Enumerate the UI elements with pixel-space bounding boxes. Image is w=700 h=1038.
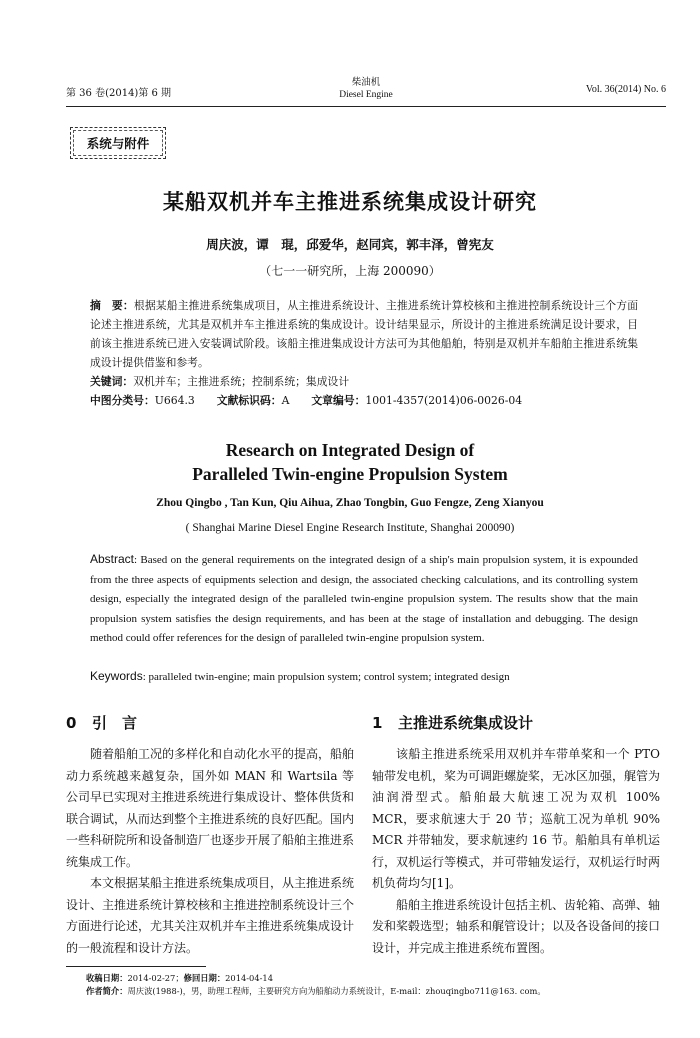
footnote-dates xyxy=(86,972,666,985)
section-1-heading xyxy=(372,712,660,734)
author-bio-label: 作者简介： xyxy=(86,986,128,996)
section-1-title: 主推进系统集成设计 xyxy=(398,714,534,732)
received-date: 2014-02-27； xyxy=(127,973,184,983)
abstract-cn-text: 根据某船主推进系统集成项目，从主推进系统设计、主推进系统计算校核和主推进控制系统设计三个方面论述主推进系统，尤其是双机并车主推进系统的集成设计。设计结果显示，所设计的主推进系统满足设计要求，目前该主推进系统已进入安装调试阶段。该船主推进集成设计方法可为其他船舶，特别是双机并车船舶主推进系统集成设计提供借鉴和参考。 xyxy=(90,299,639,369)
keywords-en-text: : paralleled twin-engine; main propulsion system; control system; integrated design xyxy=(142,671,510,683)
keywords-en-label: Keywords xyxy=(90,669,143,683)
abstract-en-label: Abstract xyxy=(90,552,135,566)
doc-code-label: 文献标识码： xyxy=(216,394,282,407)
affiliation-en: ( Shanghai Marine Diesel Engine Research Institute, Shanghai 200090) xyxy=(185,522,515,534)
affiliation-cn: （七一一研究所，上海 200090） xyxy=(259,264,441,278)
received-label: 收稿日期： xyxy=(86,973,128,983)
abstract-en-text: : Based on the general requirements on the integrated design of a ship's main propulsion system, it is expounded from the three aspects of equipments selection and design, the associated checking calculations, and its controlling system design, especially the integrated design of the paralleled twin-engine propulsion system. The results show that the main propulsion system satisfies the design requirements, and has been at the stage of installation and debugging. The design method could offer references for the design of paralleled twin-engine propulsion system. xyxy=(90,554,638,644)
keywords-en xyxy=(90,667,638,687)
abstract-cn xyxy=(90,296,638,372)
footnote-rule xyxy=(66,966,206,967)
section-tag xyxy=(70,127,166,159)
clc-value: U664.3 xyxy=(154,394,195,407)
article-number-label: 文章编号： xyxy=(311,394,366,407)
clc-label: 中图分类号： xyxy=(90,394,155,407)
doc-code-value: A xyxy=(281,394,290,407)
revised-label: 修回日期： xyxy=(183,973,226,983)
paper-title-en-line2: Paralleled Twin-engine Propulsion System xyxy=(192,464,508,484)
article-number-value: 1001-4357(2014)06-0026-04 xyxy=(365,394,523,407)
footnotes xyxy=(86,972,666,998)
section-0-title: 引 言 xyxy=(92,714,138,732)
author-bio-text: 周庆波(1988-)，男，助理工程师，主要研究方向为船舶动力系统设计，E-mail：zhouqingbo711@163. com。 xyxy=(127,986,546,996)
keywords-cn-label: 关键词： xyxy=(90,375,134,388)
keywords-cn xyxy=(90,372,638,391)
section-1-paragraph-2: 船舶主推进系统设计包括主机、齿轮箱、高弹、轴发和桨毂选型；轴系和艉管设计；以及各设备间的接口设计，并完成主推进系统布置图。 xyxy=(372,897,661,955)
revised-date: 2014-04-14 xyxy=(225,973,273,983)
paper-title-en-line1: Research on Integrated Design of xyxy=(225,440,475,460)
header-journal xyxy=(66,76,666,102)
column-left xyxy=(66,712,354,959)
classification-line xyxy=(90,391,650,410)
abstract-cn-label: 摘 要： xyxy=(90,299,134,312)
authors-cn: 周庆波，谭 琨，邱爱华，赵同宾，郭丰泽，曾宪友 xyxy=(206,237,494,252)
section-1-paragraph-1: 该船主推进系统采用双机并车带单桨和一个 PTO 轴带发电机，桨为可调距螺旋桨，无冰区加强，艉管为油润滑型式。船舶最大航速工况为双机 100% MCR，要求航速大于 20 节；巡航工况为单机 90% MCR 并带轴发，要求航速约 16 节。船舶具有单机运行，双机运行等模式，并可带轴发运行，双机运行时两机负荷均匀[1]。 xyxy=(372,747,661,890)
section-0-paragraph-1: 随着船舶工况的多样化和自动化水平的提高，船舶动力系统越来越复杂，国外如 MAN 和 Wartsila 等公司早已实现对主推进系统进行集成设计、整体供货和联合调试，从而达到整个主推进系统的良好匹配。国内一些科研院所和设备制造厂也逐步开展了船舶主推进系统集成工作。 xyxy=(66,747,355,869)
section-0-number: 0 xyxy=(66,714,77,732)
section-0-paragraph-2: 本文根据某船主推进系统集成项目，从主推进系统设计、主推进系统计算校核和主推进控制系统设计三个方面进行论述，尤其关注双机并车主推进系统集成设计的一般流程和设计方法。 xyxy=(66,876,355,955)
authors-en: Zhou Qingbo , Tan Kun, Qiu Aihua, Zhao Tongbin, Guo Fengze, Zeng Xianyou xyxy=(156,497,544,509)
header-volume-en: Vol. 36(2014) No. 6 xyxy=(585,84,666,95)
header-journal-en: Diesel Engine xyxy=(339,90,393,100)
header-rule xyxy=(66,106,666,107)
paper-title-en xyxy=(0,438,700,486)
paper-title-cn: 某船双机并车主推进系统集成设计研究 xyxy=(163,190,537,214)
header-volume-cn: 第 36 卷(2014)第 6 期 xyxy=(66,88,172,99)
section-1-number: 1 xyxy=(372,714,383,732)
section-0-heading xyxy=(66,712,354,734)
section-tag-label: 系统与附件 xyxy=(73,130,163,156)
footnote-author xyxy=(86,985,666,998)
column-right xyxy=(372,712,660,959)
abstract-en xyxy=(90,550,638,649)
keywords-cn-text: 双机并车；主推进系统；控制系统；集成设计 xyxy=(133,375,350,388)
running-header xyxy=(66,76,666,106)
header-journal-cn: 柴油机 xyxy=(351,77,381,88)
